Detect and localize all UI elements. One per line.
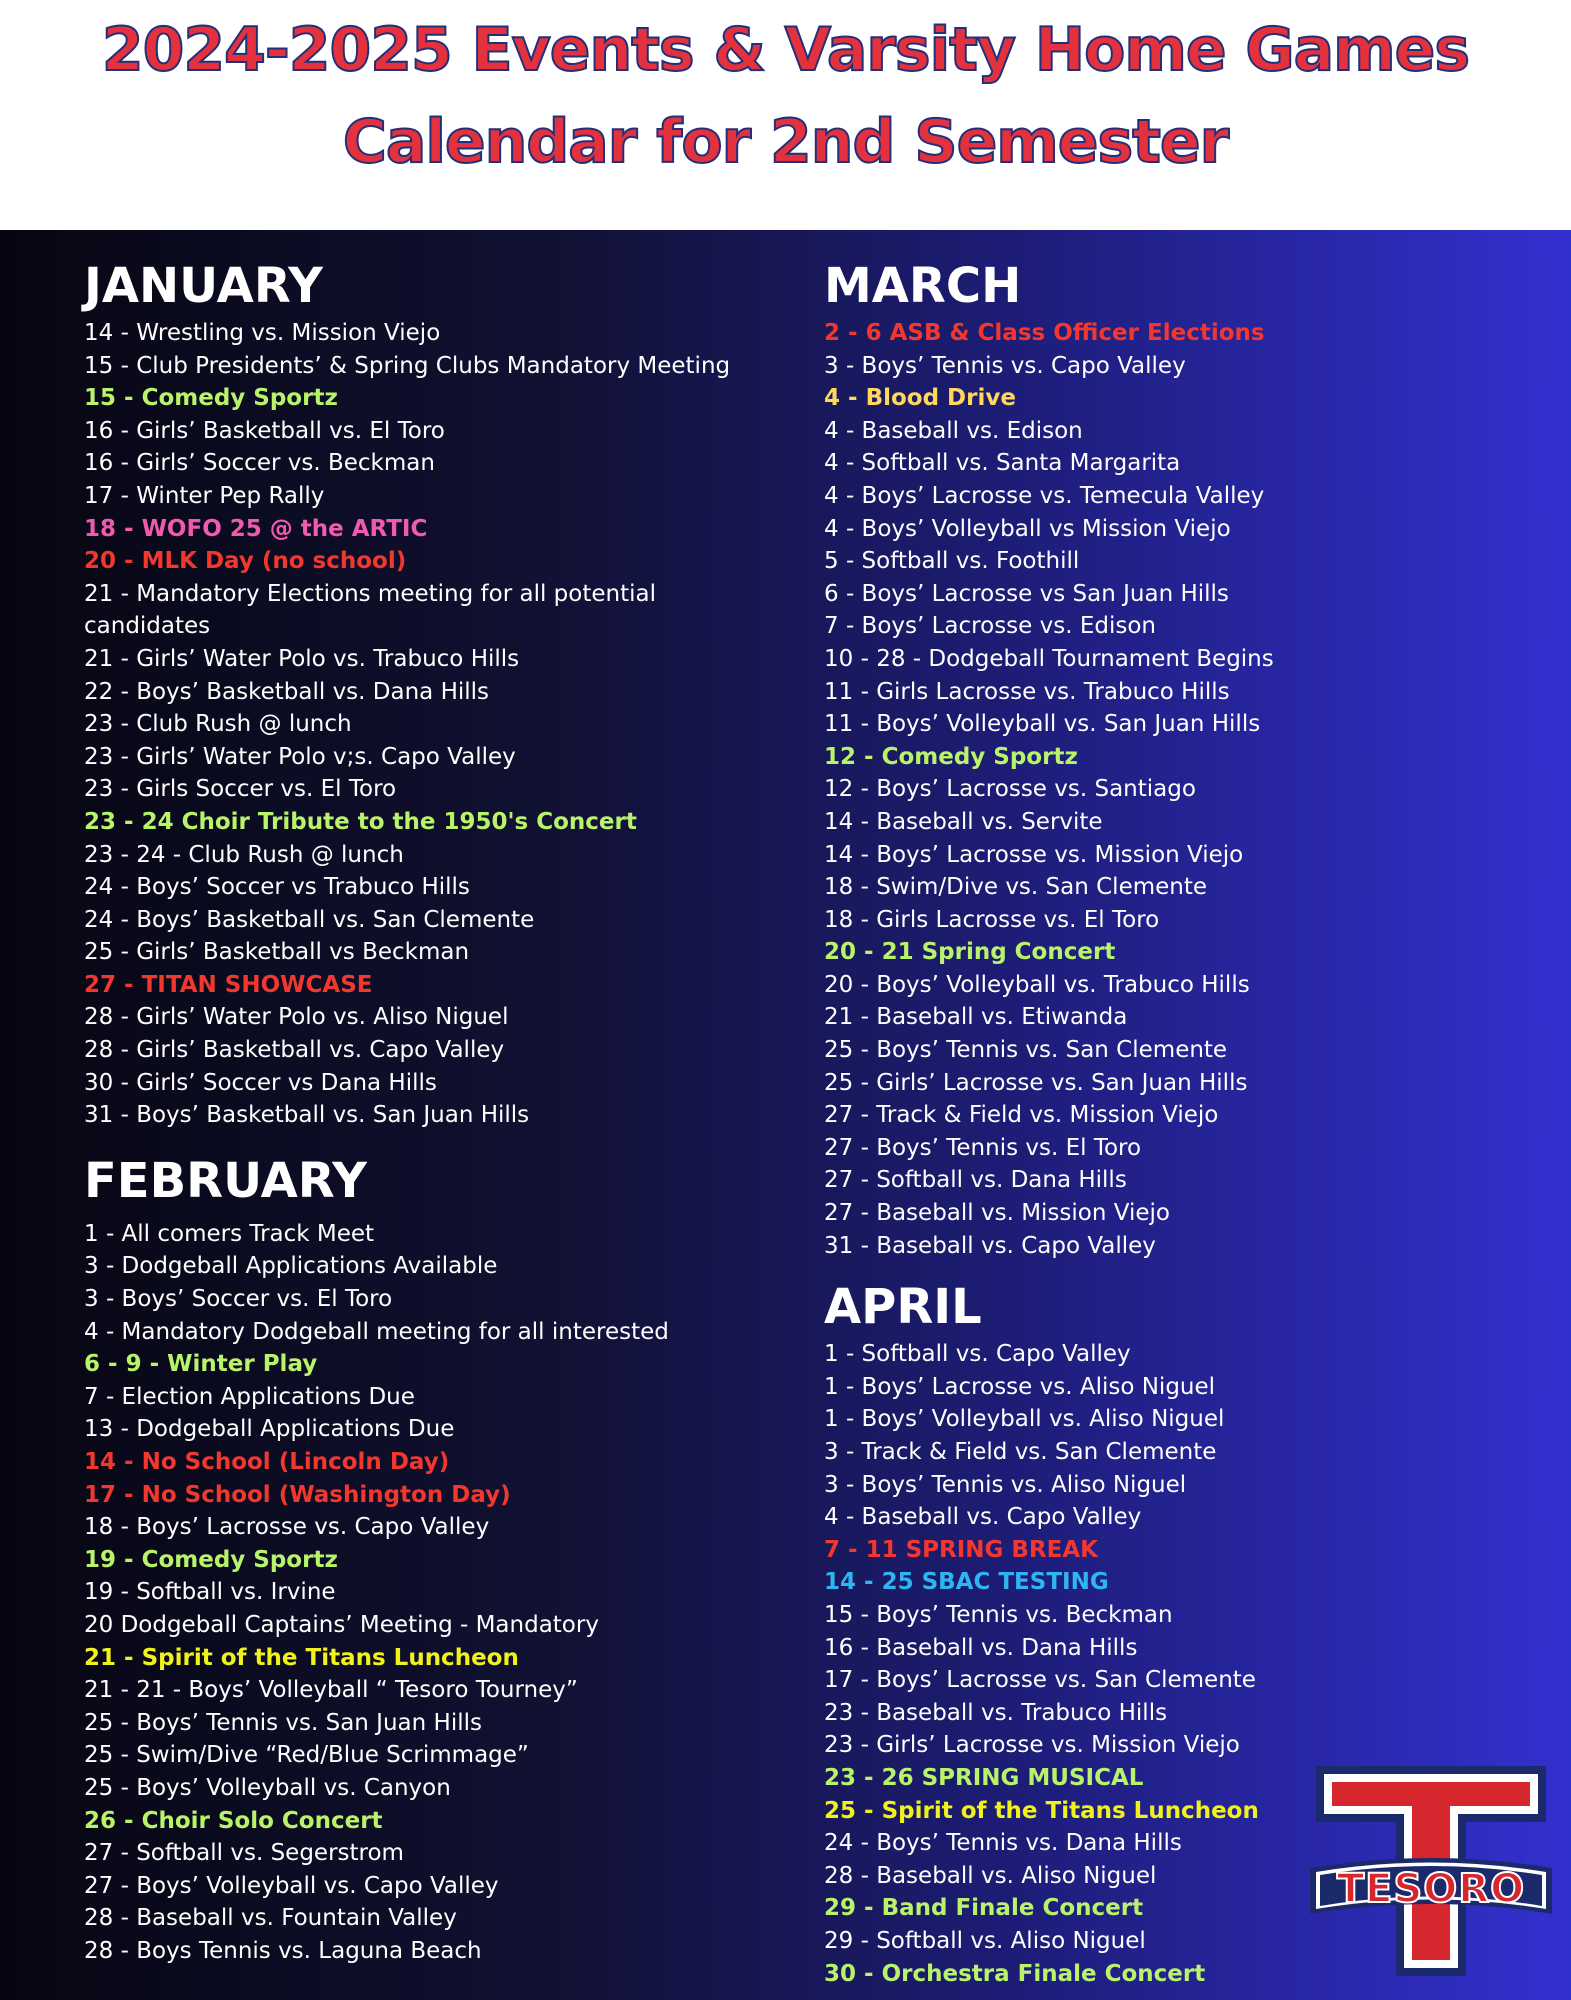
event-item: 28 - Boys Tennis vs. Laguna Beach [84, 1937, 482, 1964]
month-heading-february: FEBRUARY [84, 1152, 367, 1209]
event-item: 28 - Girls’ Basketball vs. Capo Valley [84, 1037, 505, 1064]
event-item: 29 - Band Finale Concert [824, 1895, 1144, 1922]
event-item: 25 - Boys’ Tennis vs. San Juan Hills [84, 1709, 482, 1736]
event-item: 23 - 24 - Club Rush @ lunch [84, 841, 404, 868]
event-item: 27 - Baseball vs. Mission Viejo [824, 1200, 1170, 1227]
event-item: 18 - Girls Lacrosse vs. El Toro [824, 906, 1160, 933]
event-item: 4 - Boys’ Volleyball vs Mission Viejo [824, 515, 1231, 542]
event-item: 25 - Girls’ Basketball vs Beckman [84, 939, 470, 966]
event-item: 23 - Girls’ Lacrosse vs. Mission Viejo [824, 1732, 1240, 1759]
event-item: 25 - Swim/Dive “Red/Blue Scrimmage” [84, 1742, 529, 1769]
event-item: 24 - Boys’ Tennis vs. Dana Hills [824, 1830, 1182, 1857]
event-item: 14 - Baseball vs. Servite [824, 808, 1103, 835]
event-item: 11 - Girls Lacrosse vs. Trabuco Hills [824, 678, 1230, 705]
event-item: 22 - Boys’ Basketball vs. Dana Hills [84, 678, 490, 705]
event-item: 28 - Baseball vs. Fountain Valley [84, 1905, 457, 1932]
event-item: 31 - Boys’ Basketball vs. San Juan Hills [84, 1102, 530, 1129]
event-item: 4 - Baseball vs. Capo Valley [824, 1504, 1142, 1531]
event-item: 25 - Girls’ Lacrosse vs. San Juan Hills [824, 1069, 1248, 1096]
tesoro-t-logo [1306, 1764, 1556, 1978]
title-line-1: 2024-2025 Events & Varsity Home Games [101, 15, 1470, 85]
event-item: 17 - Boys’ Lacrosse vs. San Clemente [824, 1667, 1256, 1694]
month-heading-january: JANUARY [84, 258, 323, 314]
event-item: 27 - Softball vs. Dana Hills [824, 1167, 1127, 1194]
event-item: 7 - 11 SPRING BREAK [824, 1536, 1098, 1563]
event-item: 28 - Girls’ Water Polo vs. Aliso Niguel [84, 1004, 509, 1031]
event-item: 25 - Boys’ Volleyball vs. Canyon [84, 1774, 451, 1801]
event-item: 23 - Girls’ Water Polo v;s. Capo Valley [84, 743, 516, 770]
event-list-january [84, 317, 764, 1132]
event-item: 18 - Swim/Dive vs. San Clemente [824, 874, 1208, 901]
event-list-february [84, 1218, 764, 1968]
event-item: 23 - 26 SPRING MUSICAL [824, 1764, 1144, 1791]
event-item: 13 - Dodgeball Applications Due [84, 1416, 455, 1443]
event-item: 2 - 6 ASB & Class Officer Elections [824, 320, 1265, 346]
event-list-march [824, 317, 1524, 1262]
event-item: 27 - Boys’ Tennis vs. El Toro [824, 1134, 1142, 1161]
event-item: 3 - Boys’ Tennis vs. Aliso Niguel [824, 1471, 1187, 1498]
event-item: 4 - Mandatory Dodgeball meeting for all interested [84, 1318, 669, 1345]
event-item: 14 - No School (Lincoln Day) [84, 1449, 450, 1475]
event-item: 15 - Comedy Sportz [84, 385, 338, 412]
event-item: 3 - Boys’ Soccer vs. El Toro [84, 1286, 393, 1313]
event-item: 12 - Boys’ Lacrosse vs. Santiago [824, 776, 1196, 803]
event-item: 31 - Baseball vs. Capo Valley [824, 1232, 1156, 1259]
event-item: 1 - Boys’ Volleyball vs. Aliso Niguel [824, 1406, 1225, 1433]
event-item: 20 - 21 Spring Concert [824, 939, 1116, 966]
event-item: 21 - Mandatory Elections meeting for all potential candidates [84, 580, 656, 640]
event-item: 21 - Baseball vs. Etiwanda [824, 1004, 1128, 1031]
event-item: 16 - Girls’ Soccer vs. Beckman [84, 450, 435, 477]
event-item: 20 Dodgeball Captains’ Meeting - Mandatory [84, 1611, 599, 1638]
event-item: 25 - Spirit of the Titans Luncheon [824, 1797, 1259, 1824]
event-item: 16 - Baseball vs. Dana Hills [824, 1634, 1138, 1661]
event-item: 19 - Comedy Sportz [84, 1546, 338, 1573]
event-item: 29 - Softball vs. Aliso Niguel [824, 1927, 1146, 1954]
event-item: 1 - All comers Track Meet [84, 1220, 375, 1247]
event-item: 14 - 25 SBAC TESTING [824, 1569, 1109, 1596]
event-item: 10 - 28 - Dodgeball Tournament Begins [824, 645, 1274, 672]
event-item: 7 - Election Applications Due [84, 1383, 415, 1410]
event-item: 6 - 9 - Winter Play [84, 1351, 318, 1378]
event-item: 4 - Baseball vs. Edison [824, 417, 1083, 444]
event-item: 30 - Girls’ Soccer vs Dana Hills [84, 1069, 437, 1096]
event-item: 17 - No School (Washington Day) [84, 1481, 511, 1508]
event-item: 7 - Boys’ Lacrosse vs. Edison [824, 613, 1156, 640]
event-item: 15 - Boys’ Tennis vs. Beckman [824, 1601, 1173, 1628]
event-item: 11 - Boys’ Volleyball vs. San Juan Hills [824, 711, 1261, 738]
event-item: 16 - Girls’ Basketball vs. El Toro [84, 417, 445, 444]
title-line-2: Calendar for 2nd Semester [342, 107, 1229, 177]
event-item: 18 - Boys’ Lacrosse vs. Capo Valley [84, 1514, 490, 1541]
event-item: 19 - Softball vs. Irvine [84, 1579, 336, 1606]
event-item: 28 - Baseball vs. Aliso Niguel [824, 1862, 1157, 1889]
calendar-panel [0, 230, 1571, 2000]
event-item: 4 - Softball vs. Santa Margarita [824, 450, 1181, 477]
event-item: 25 - Boys’ Tennis vs. San Clemente [824, 1037, 1228, 1064]
event-item: 3 - Boys’ Tennis vs. Capo Valley [824, 352, 1186, 379]
event-item: 14 - Boys’ Lacrosse vs. Mission Viejo [824, 841, 1244, 868]
event-item: 5 - Softball vs. Foothill [824, 548, 1080, 575]
event-item: 27 - TITAN SHOWCASE [84, 971, 373, 998]
right-column [824, 255, 1524, 1990]
event-item: 17 - Winter Pep Rally [84, 482, 325, 509]
logo-text: TESORO [1336, 1866, 1526, 1912]
event-item: 20 - MLK Day (no school) [84, 548, 407, 575]
event-item: 24 - Boys’ Basketball vs. San Clemente [84, 906, 535, 933]
event-item: 21 - Spirit of the Titans Luncheon [84, 1644, 519, 1671]
event-item: 26 - Choir Solo Concert [84, 1807, 383, 1834]
month-heading-march: MARCH [824, 258, 1022, 314]
event-item: 27 - Softball vs. Segerstrom [84, 1840, 404, 1867]
event-item: 1 - Softball vs. Capo Valley [824, 1341, 1131, 1368]
event-item: 23 - 24 Choir Tribute to the 1950's Concert [84, 808, 637, 835]
event-item: 12 - Comedy Sportz [824, 743, 1078, 770]
event-item: 30 - Orchestra Finale Concert [824, 1960, 1206, 1987]
left-column [84, 255, 764, 1968]
event-item: 21 - Girls’ Water Polo vs. Trabuco Hills [84, 645, 520, 672]
event-item: 15 - Club Presidents’ & Spring Clubs Mandatory Meeting [84, 352, 731, 379]
event-item: 4 - Blood Drive [824, 385, 1016, 412]
event-item: 21 - 21 - Boys’ Volleyball “ Tesoro Tourney” [84, 1677, 578, 1704]
event-item: 14 - Wrestling vs. Mission Viejo [84, 320, 441, 346]
event-item: 27 - Boys’ Volleyball vs. Capo Valley [84, 1872, 499, 1899]
event-item: 23 - Baseball vs. Trabuco Hills [824, 1699, 1168, 1726]
event-item: 23 - Girls Soccer vs. El Toro [84, 776, 397, 803]
page-title [0, 4, 1571, 188]
event-item: 18 - WOFO 25 @ the ARTIC [84, 515, 428, 542]
page-header [0, 0, 1571, 230]
event-item: 4 - Boys’ Lacrosse vs. Temecula Valley [824, 482, 1265, 509]
event-item: 20 - Boys’ Volleyball vs. Trabuco Hills [824, 971, 1250, 998]
event-item: 27 - Track & Field vs. Mission Viejo [824, 1102, 1219, 1129]
event-item: 6 - Boys’ Lacrosse vs San Juan Hills [824, 580, 1229, 607]
event-item: 1 - Boys’ Lacrosse vs. Aliso Niguel [824, 1373, 1216, 1400]
event-item: 3 - Track & Field vs. San Clemente [824, 1439, 1217, 1465]
event-item: 24 - Boys’ Soccer vs Trabuco Hills [84, 874, 470, 901]
event-item: 3 - Dodgeball Applications Available [84, 1253, 498, 1280]
month-heading-april: APRIL [824, 1279, 982, 1336]
event-item: 23 - Club Rush @ lunch [84, 711, 352, 738]
